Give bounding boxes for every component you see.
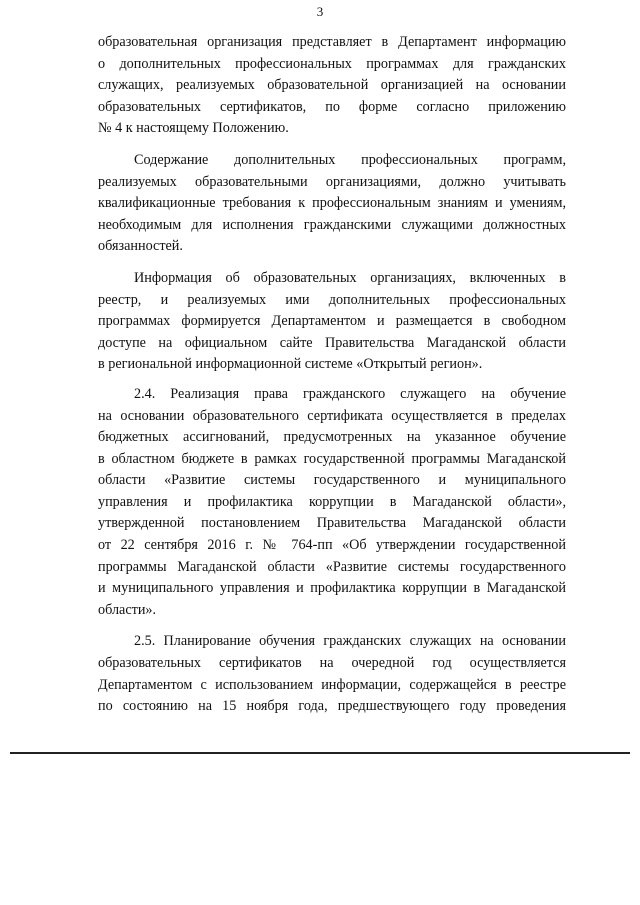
text-line: о дополнительных профессиональных программах для гражданских [98, 55, 566, 72]
page-body [98, 32, 566, 718]
text-line: от 22 сентября 2016 г. № 764-пп «Об утверждении государственной [98, 537, 566, 554]
text-line: Департаментом с использованием информации, содержащейся в реестре [98, 676, 566, 693]
text-line: на основании образовательного сертификата осуществляется в пределах [98, 407, 566, 424]
page-number: 3 [316, 4, 324, 19]
text-line: области». [98, 601, 157, 618]
paragraph-submission-info [98, 32, 566, 140]
paragraph-section-2-5 [98, 631, 566, 717]
text-line: по состоянию на 15 ноября года, предшествующего году проведения [98, 698, 566, 715]
text-line: программах формируется Департаментом и размещается в свободном [98, 313, 566, 330]
text-line: необходимым для исполнения гражданскими служащими должностных [98, 216, 566, 233]
text-line: и муниципального управления и профилактика коррупции в Магаданской [98, 580, 566, 597]
text-line: образовательная организация представляет в Департамент информацию [98, 34, 566, 50]
text-line: служащих, реализуемых образовательной организацией на основании [98, 77, 566, 94]
text-line: реестр, и реализуемых ими дополнительных профессиональных [98, 291, 566, 308]
text-line: № 4 к настоящему Положению. [98, 120, 289, 137]
text-line: Информация об образовательных организациях, включенных в [134, 269, 566, 286]
text-line: бюджетных ассигнований, предусмотренных на указанное обучение [98, 429, 566, 446]
text-line: программы Магаданской области «Развитие системы государственного [98, 558, 566, 575]
paragraph-program-content [98, 150, 566, 258]
text-line: в областном бюджете в рамках государственной программы Магаданской [98, 450, 566, 467]
text-line: реализуемых образовательными организациями, должно учитывать [98, 173, 566, 190]
text-line: образовательных сертификатов на очередной год осуществляется [98, 655, 566, 672]
paragraph-section-2-4 [98, 384, 566, 622]
text-line: утвержденной постановлением Правительства Магаданской области [98, 515, 566, 532]
page-bottom-rule [10, 752, 630, 754]
text-line: области «Развитие системы государственного и муниципального [98, 472, 566, 489]
text-line: доступе на официальном сайте Правительства Магаданской области [98, 334, 566, 351]
text-line: Содержание дополнительных профессиональных программ, [134, 151, 566, 168]
text-line: обязанностей. [98, 238, 183, 255]
text-line: образовательных сертификатов, по форме согласно приложению [98, 98, 566, 115]
text-line: 2.4. Реализация права гражданского служащего на обучение [134, 385, 566, 402]
text-line: в региональной информационной системе «Открытый регион». [98, 356, 483, 373]
paragraph-registry-info [98, 268, 566, 376]
text-line: 2.5. Планирование обучения гражданских служащих на основании [134, 633, 566, 650]
text-line: квалификационные требования к профессиональным знаниям и умениям, [98, 195, 566, 212]
text-line: управления и профилактика коррупции в Магаданской области», [98, 493, 566, 510]
